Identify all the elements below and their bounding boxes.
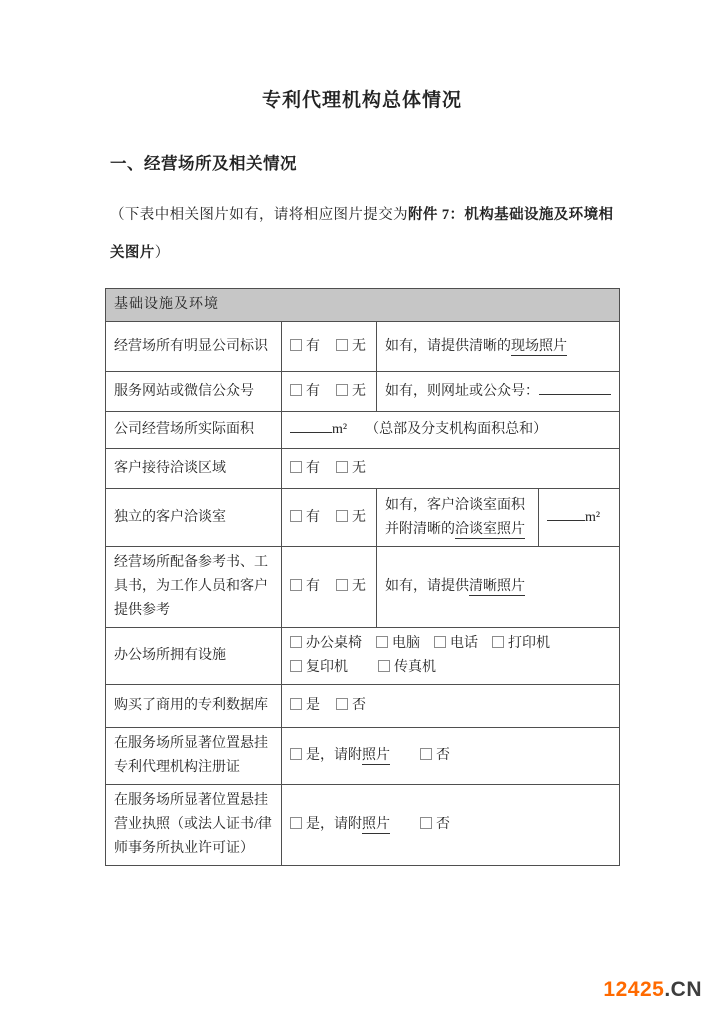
row-label: 经营场所有明显公司标识 (106, 322, 282, 372)
row-options-cell (282, 685, 620, 728)
checkbox-icon[interactable] (290, 510, 302, 522)
section-heading: 一、经营场所及相关情况 (110, 154, 297, 173)
option-label-no: 否 (436, 748, 450, 763)
option-label-no: 无 (352, 338, 366, 354)
option-label-no: 无 (352, 460, 366, 476)
checkbox-icon[interactable] (420, 748, 432, 760)
watermark-logo (603, 978, 702, 1002)
row-options-cell (282, 322, 377, 372)
row-options-cell (282, 489, 377, 547)
row-remark-cell (377, 489, 539, 547)
row-options-cell (282, 728, 620, 785)
checkbox-icon[interactable] (336, 384, 348, 396)
checkbox-icon[interactable] (290, 660, 302, 672)
checkbox-icon[interactable] (290, 698, 302, 710)
row-value-cell (282, 412, 620, 449)
equipment-label: 办公桌椅 (306, 636, 362, 651)
equipment-printer[interactable] (492, 636, 550, 651)
option-label-no: 无 (352, 509, 366, 525)
option-yes[interactable] (290, 579, 320, 594)
unit-label: m² (332, 422, 348, 437)
option-yes[interactable] (290, 339, 320, 354)
checkbox-icon[interactable] (290, 339, 302, 351)
equipment-label: 电话 (450, 636, 478, 651)
remark-text: 如有，则网址或公众号： (385, 383, 539, 399)
table-row-registration-certificate (106, 728, 620, 785)
checkbox-icon[interactable] (336, 461, 348, 473)
table-row-meeting-room (106, 489, 620, 547)
unit-label: m² (585, 509, 601, 525)
option-yes[interactable] (290, 384, 320, 399)
table-row-company-logo (106, 322, 620, 372)
option-yes[interactable] (290, 461, 320, 476)
option-no[interactable] (336, 698, 366, 713)
equipment-desk-chairs[interactable] (290, 636, 362, 651)
option-no[interactable] (420, 817, 450, 832)
option-no[interactable] (336, 510, 366, 525)
equipment-line-2 (290, 656, 611, 680)
option-label-no: 否 (436, 817, 450, 832)
row-remark-cell (377, 322, 620, 372)
row-area-cell (539, 489, 620, 547)
area-note: （总部及分支机构面积总和） (365, 422, 548, 437)
equipment-fax[interactable] (378, 660, 436, 675)
row-label: 在服务场所显著位置悬挂专利代理机构注册证 (106, 728, 282, 785)
option-yes-with-photo[interactable] (290, 748, 390, 763)
option-label-yes: 有 (306, 338, 320, 354)
photo-label: 照片 (362, 817, 390, 832)
table-row-reference-books (106, 547, 620, 628)
row-label: 服务网站或微信公众号 (106, 372, 282, 412)
table-header-row (106, 289, 620, 322)
remark-photo-label: 清晰照片 (469, 579, 525, 594)
checkbox-icon[interactable] (290, 636, 302, 648)
table-row-patent-database (106, 685, 620, 728)
row-equipment-cell (282, 628, 620, 685)
checkbox-icon[interactable] (378, 660, 390, 672)
equipment-computer[interactable] (376, 636, 420, 651)
watermark-suffix: .CN (664, 978, 702, 1001)
option-label-yes: 有 (306, 509, 320, 525)
option-yes[interactable] (290, 698, 320, 713)
infrastructure-table (105, 288, 620, 866)
checkbox-icon[interactable] (290, 748, 302, 760)
option-no[interactable] (336, 461, 366, 476)
option-label-yes: 是，请附 (306, 748, 362, 763)
equipment-label: 传真机 (394, 660, 436, 675)
intro-bold-attachment: 附件 7：机构基础设施及环境相关图片 (110, 207, 614, 261)
equipment-label: 复印机 (306, 660, 348, 675)
equipment-copier[interactable] (290, 660, 348, 675)
checkbox-icon[interactable] (290, 579, 302, 591)
table-row-website (106, 372, 620, 412)
checkbox-icon[interactable] (336, 698, 348, 710)
row-remark-cell (377, 372, 620, 412)
photo-label: 照片 (362, 748, 390, 763)
blank-line-url[interactable] (539, 381, 611, 395)
option-yes[interactable] (290, 510, 320, 525)
row-options-cell (282, 547, 377, 628)
option-label-yes: 是，请附 (306, 817, 362, 832)
option-label-yes: 有 (306, 460, 320, 476)
row-label: 客户接待洽谈区域 (106, 449, 282, 489)
row-label: 在服务场所显著位置悬挂营业执照（或法人证书/律师事务所执业许可证） (106, 785, 282, 866)
row-label: 独立的客户洽谈室 (106, 489, 282, 547)
remark-text: 如有，请提供清晰的 (385, 338, 511, 354)
row-label: 经营场所配备参考书、工具书，为工作人员和客户提供参考 (106, 547, 282, 628)
option-label-no: 无 (352, 579, 366, 594)
option-label-no: 否 (352, 698, 366, 713)
option-label-yes: 有 (306, 579, 320, 594)
row-label: 购买了商用的专利数据库 (106, 685, 282, 728)
option-label-yes: 是 (306, 698, 320, 713)
option-label-yes: 有 (306, 383, 320, 399)
intro-note (110, 196, 618, 272)
equipment-telephone[interactable] (434, 636, 478, 651)
checkbox-icon[interactable] (336, 339, 348, 351)
checkbox-icon[interactable] (336, 579, 348, 591)
checkbox-icon[interactable] (336, 510, 348, 522)
checkbox-icon[interactable] (434, 636, 446, 648)
table-header: 基础设施及环境 (106, 289, 620, 322)
watermark-number: 12425 (603, 978, 665, 1001)
equipment-label: 打印机 (508, 636, 550, 651)
document-content (105, 88, 619, 866)
option-no[interactable] (336, 579, 366, 594)
option-yes-with-photo[interactable] (290, 817, 390, 832)
remark-photo-label: 洽谈室照片 (455, 521, 525, 537)
checkbox-icon[interactable] (492, 636, 504, 648)
row-label: 办公场所拥有设施 (106, 628, 282, 685)
remark-photo-label: 现场照片 (511, 338, 567, 354)
remark-line2: 并附清晰的 (385, 521, 455, 537)
option-no[interactable] (336, 339, 366, 354)
row-label: 公司经营场所实际面积 (106, 412, 282, 449)
row-options-cell (282, 785, 620, 866)
row-options-cell (282, 449, 620, 489)
option-no[interactable] (420, 748, 450, 763)
table-row-reception-area (106, 449, 620, 489)
row-options-cell (282, 372, 377, 412)
checkbox-icon[interactable] (290, 817, 302, 829)
row-remark-cell (377, 547, 620, 628)
equipment-line-1 (290, 632, 611, 656)
remark-line1: 如有，客户洽谈室面积 (385, 497, 525, 513)
remark-text: 如有，请提供 (385, 579, 469, 594)
table-row-business-license (106, 785, 620, 866)
checkbox-icon[interactable] (420, 817, 432, 829)
intro-pre: （下表中相关图片如有，请将相应图片提交为 (110, 207, 408, 223)
checkbox-icon[interactable] (290, 461, 302, 473)
checkbox-icon[interactable] (290, 384, 302, 396)
option-no[interactable] (336, 384, 366, 399)
equipment-label: 电脑 (392, 636, 420, 651)
table-row-area (106, 412, 620, 449)
blank-line-area[interactable] (290, 419, 332, 433)
intro-post: ） (154, 245, 170, 261)
blank-line-room-area[interactable] (547, 507, 585, 521)
table-row-equipment (106, 628, 620, 685)
option-label-no: 无 (352, 383, 366, 399)
page-title: 专利代理机构总体情况 (261, 90, 462, 111)
checkbox-icon[interactable] (376, 636, 388, 648)
